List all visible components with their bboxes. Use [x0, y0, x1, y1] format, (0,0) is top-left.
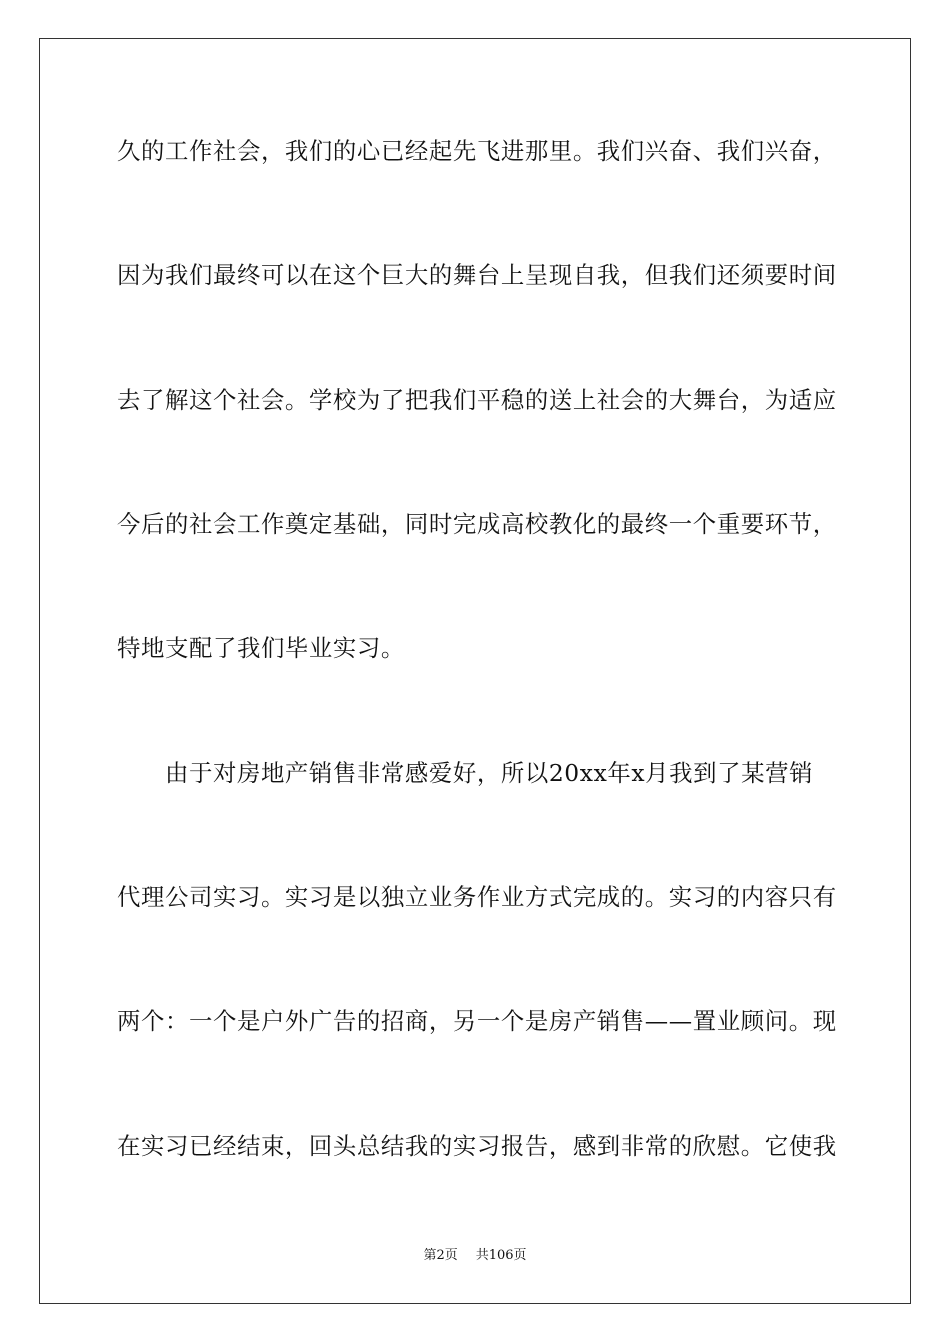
page-frame — [39, 38, 911, 1304]
text-line: 久的工作社会，我们的心已经起先飞进那里。我们兴奋、我们兴奋， — [117, 137, 837, 165]
text-line: 今后的社会工作奠定基础，同时完成高校教化的最终一个重要环节， — [117, 510, 837, 538]
text-line: 因为我们最终可以在这个巨大的舞台上呈现自我，但我们还须要时间 — [117, 261, 837, 289]
text-line: 去了解这个社会。学校为了把我们平稳的送上社会的大舞台，为适应 — [117, 386, 837, 414]
text-line: 在实习已经结束，回头总结我的实习报告，感到非常的欣慰。它使我 — [117, 1132, 837, 1160]
text-line: 两个：一个是户外广告的招商，另一个是房产销售——置业顾问。现 — [117, 1007, 837, 1035]
text-line: 特地支配了我们毕业实习。 — [117, 634, 405, 662]
page-total: 共106页 — [475, 1248, 527, 1263]
text-line: 由于对房地产销售非常感爱好，所以20xx年x月我到了某营销 — [117, 759, 814, 787]
page-number: 第2页 — [423, 1248, 458, 1263]
page-footer — [0, 1247, 950, 1265]
text-line: 代理公司实习。实习是以独立业务作业方式完成的。实习的内容只有 — [117, 883, 837, 911]
